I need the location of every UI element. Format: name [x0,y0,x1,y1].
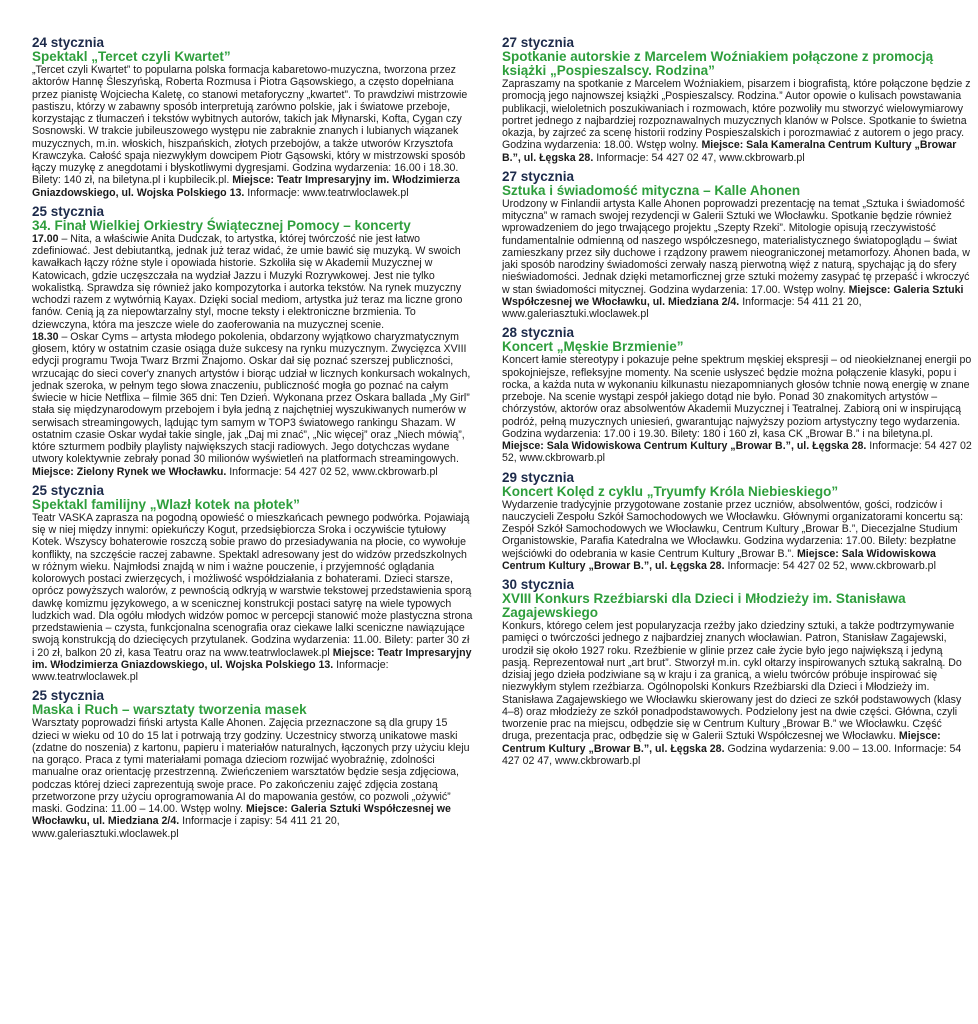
event-venue: Miejsce: Galeria Sztuki Współczesnej we Włocławku, ul. Miedziana 2/4. [32,803,451,828]
event-date: 27 stycznia [502,168,575,184]
event-venue: Miejsce: Centrum Kultury „Browar B.”, ul. Łęgska 28. [502,730,941,755]
event-sztuka-i-swiadomosc [502,170,972,321]
event-description: Teatr VASKA zaprasza na pogodną opowieść o mieszkańcach pewnego podwórka. Pojawiają się w niej między innymi: opiekuńczy Kogut, przedsiębiorcza Sroka i oczywiście tytułowy Kotek. Wszyscy bohaterowie roszczą sobie prawo do przesiadywania na płocie, co wywołuje konflikty, na szczęście raczej zabawne. Spektakl adresowany jest do widzów przedszkolnych w różnym wieku. Najmłodsi znajdą w nim i ważne pouczenie, i przyjemność oglądania kolorowych postaci zwierzęcych, i możliwość współdziałania z bohaterami. Dzieci starsze, oprócz powyższych walorów, z pewnością odkryją w warstwie tekstowej przedstawienia sporą dawkę komizmu językowego, a w scenicznej konstrukcji postaci satyrę na wiele typowych ludzkich wad. Dla ogółu młodych widzów pomoc w percepcji stanowić może plastyczna strona przedstawienia – czysta, funkcjonalna scenografia oraz ciekawe lalki sceniczne nawiązujące swoją konstrukcją do dziecięcych przytulanek. Godzina wydarzenia: 11.00. Bilety: parter 30 zł i 20 zł, balkon 20 zł, kasa Teatru oraz na www.teatrwloclawek.pl [32,511,473,659]
event-maska-i-ruch [32,689,474,840]
event-konkurs-rzezbiarski [502,578,972,767]
event-venue: Miejsce: Galeria Sztuki Współczesnej we Włocławku, ul. Miedziana 2/4. [502,283,964,308]
event-date: 29 stycznia [502,469,575,485]
event-body [32,717,474,840]
event-body [502,78,972,164]
event-body [32,512,474,684]
event-info: Informacje: www.teatrwloclawek.pl [247,186,409,199]
right-column [502,36,972,773]
event-date: 24 stycznia [32,35,105,50]
event-description: Wydarzenie tradycyjnie przygotowane zostanie przez uczniów, absolwentów, gości, rodziców i nauczycieli Zespołu Szkół Samochodowych we Włocławku. Głównymi organizatorami koncertu są: Zespół Szkół Samochodowych we Włocławku, Centrum Kultury „Browar B.”, Diecezjalne Studium Organistowskie, Parafia Katedralna we Włocławku. Godzina wydarzenia: 17.00. Bilety: bezpłatne wejściówki do odebrania w kasie Centrum Kultury „Browar B.”. [502,498,964,560]
event-body [32,64,474,199]
event-info: Informacje: 54 427 02 52, www.ckbrowarb.pl [502,440,972,465]
event-date: 27 stycznia [502,35,575,50]
event-wlazl-kotek [32,484,474,684]
event-title: Spotkanie autorskie z Marcelem Woźniakiem połączone z promocją książki „Pospieszalscy. Rodzina” [502,49,934,78]
event-body [502,198,972,321]
event-info: Informacje: 54 427 02 47, www.ckbrowarb.pl [596,151,805,164]
event-info: Informacje: 54 427 02 52, www.ckbrowarb.pl [727,559,936,572]
concert-paragraph [32,233,474,331]
event-venue: Miejsce: Zielony Rynek we Włocławku. [32,465,227,478]
event-body [502,354,972,464]
concert-paragraph [32,331,474,466]
event-date: 25 stycznia [32,203,105,219]
concert-description: – Oskar Cyms – artysta młodego pokolenia, obdarzony wyjątkowo charyzmatycznym głosem, który w ostatnim czasie osiąga duże sukcesy na rynku muzycznym. Zwycięzca XVIII edycji programu Twoja Twarz Brzmi Znajomo. Oskar dał się poznać szerszej publiczności, wrzucając do sieci cover'y znanych artystów i biorąc udział w licznych konkursach wokalnych, jednak szeroka, w pełnym tego słowa znaczeniu, publiczność mogła go poznać na całym świecie w hicie Netflixa – filmie 365 dni: Ten Dzień. Wykonana przez Oskara ballada „My Girl” stała się międzynarodowym przebojem i była jedną z najchętniej wyszukiwanych numerów w serwisach streamingowych, lądując tym samym w TOP3 światowego rankingu Shazam. W ostatnim czasie Oskar wydał takie single, jak „Daj mi znać”, „Nic więcej” oraz „Niech mówią”, które szturmem podbiły playlisty największych stacji radiowych. Jego dotychczas wydane utwory kolektywnie zebrały ponad 30 milionów wyświetleń na platformach streamingowych. [32,330,471,466]
event-title: XVIII Konkurs Rzeźbiarski dla Dzieci i Młodzieży im. Stanisława Zagajewskiego [502,591,906,620]
event-meskie-brzmienie [502,326,972,464]
event-description: Warsztaty poprowadzi fiński artysta Kalle Ahonen. Zajęcia przeznaczone są dla grupy 15 dzieci w wieku od 10 do 15 lat i potrwają trzy godziny. Uczestnicy stworzą unikatowe maski (zdatne do noszenia) z kartonu, papieru i materiałów naturalnych, łączonych przy użyciu kleju na gorąco. Praca z tymi materiałami pomaga dzieciom rozwijać wyobraźnię, zdolności manualne oraz orientację przestrzenną. Zwieńczeniem warsztatów będzie sesja zdjęciowa, podczas której dzieci zaprezentują swoje prace. Po zakończeniu zajęć zdjęcia zostaną przetworzone przy użyciu oprogramowania AI do mapowania gestów, co pozwoli „ożywić” maski. Godzina: 11.00 – 14.00. Wstęp wolny. [32,717,470,815]
event-body [502,620,972,767]
event-description: Konkurs, którego celem jest popularyzacja rzeźby jako dziedziny sztuki, a także podtrzymywanie pamięci o twórczości jednego z najbardziej znanych włocławian. Patron, Stanisław Zagajewski, urodził się około 1927 roku. Rzeźbienie w glinie przez całe życie było jego największą i jedyną pasją. Reprezentował nurt „art brut”. Stworzył m.in. cykl ołtarzy inspirowanych sztuką sakralną. Do dzisiaj jego dzieła podziwiane są w kraju i za granicą, a wielu twórców próbuje inspirować się niezwykłym stylem rzeźbiarza. Ogólnopolski Konkurs Rzeźbiarski dla Dzieci i Młodzieży im. Stanisława Zagajewskiego we Włocławku skierowany jest do dzieci ze szkół podstawowych (klasy 4–8) oraz młodzieży ze szkół ponadpodstawowych. Podzielony jest na dwie części. Główna, czyli tworzenie prac na miejscu, odbędzie się w Centrum Kultury „Browar B.” we Włocławku. Część druga, prezentacja prac, odbędzie się w Galerii Sztuki Współczesnej we Włocławku. [502,620,962,743]
event-koncert-koled [502,471,972,573]
event-date: 25 stycznia [32,482,105,498]
concert-time: 18.30 [32,330,59,343]
left-column [32,36,474,846]
event-info: Informacje: 54 411 21 20, www.galeriasztuki.wloclawek.pl [502,295,862,320]
event-body [32,233,474,478]
event-title: Koncert Kolęd z cyklu „Tryumfy Króla Niebieskiego” [502,483,839,499]
event-description: Koncert łamie stereotypy i pokazuje pełne spektrum męskiej ekspresji – od nieokiełznanej energii po spokojniejsze, refleksyjne momenty. Na scenie usłyszeć będzie można połączenie klasyki, popu i rocka, a każda nuta w wykonaniu kilkunastu niezapomnianych głosów tchnie nową energię w znane przeboje. Na scenie wystąpi zespół jakiego dotąd nie było. Ponad 30 znakomitych artystów – chórzystów, aktorów oraz absolwentów Akademii Muzycznej i Teatralnej. Zabiorą oni w inspirującą podróż, pełną muzycznych uniesień, gwarantując najwyższy poziom artystyczny tego wydarzenia. Godzina wydarzenia: 17.00 i 19.30. Bilety: 180 i 160 zł, kasa CK „Browar B.” i na biletyna.pl. [502,354,972,440]
event-date: 25 stycznia [32,688,105,704]
event-venue: Miejsce: Teatr Impresaryjny im. Włodzimierza Gniazdowskiego, ul. Wojska Polskiego 13. [32,174,460,199]
event-body [502,499,972,573]
event-title: Spektakl „Tercet czyli Kwartet” [32,49,231,64]
concert-description: – Nita, a właściwie Anita Dudczak, to artystka, której twórczość nie jest łatwo zdefiniować. Jest debiutantką, jednak już teraz widać, że umie bawić się muzyką. W swoich kawałkach łączy różne style i opowiada historie. Szkoliła się w Akademii Muzycznej w Katowicach, gdzie uczęszczała na wydział Jazzu i Muzyki Rozrywkowej. Jest nie tylko wokalistką. Sprawdza się również jako kompozytorka i autorka tekstów. Na rynek muzyczny wchodzi razem z wytwórnią Kayax. Dzięki social mediom, artystka już teraz ma liczne grono fanów. Cenią ją za niepowtarzalny styl, mocne teksty i elektroniczne brzmienia. To dziewczyna, która ma jeszcze wiele do zaoferowania na muzycznej scenie. [32,232,463,331]
event-wosp-koncerty [32,205,474,478]
event-title: Maska i Ruch – warsztaty tworzenia masek [32,702,307,718]
event-tercet-czyli-kwartet [32,36,474,199]
event-hours: Godzina wydarzenia: 9.00 – 13.00. [727,742,892,755]
event-date: 28 stycznia [502,325,575,341]
event-venue: Miejsce: Teatr Impresaryjny im. Włodzimierza Gniazdowskiego, ul. Wojska Polskiego 13. [32,646,472,671]
event-title: Koncert „Męskie Brzmienie” [502,339,684,355]
event-description: Urodzony w Finlandii artysta Kalle Ahonen poprowadzi prezentację na temat „Sztuka i świadomość mityczna” w ramach swojej rezydencji w Galerii Sztuki we Włocławku. Spotkanie będzie również wprowadzeniem do jego trwającego projektu „Szepty Rzeki”. Mitologie opisują rzeczywistość fundamentalnie odmienną od naszego współczesnego, materialistycznego światopoglądu – świat zamieszkany przez siły duchowe i rządzony prawem nieograniczonej metamorfozy. Ahonen bada, w jaki sposób narodziny świadomości zerwały naszą pierwotną więź z naturą, spychając ją do sfery nieświadomości. Jednak dzięki metamorficznej grze sztuki możemy zasypać tę przepaść i wkroczyć w stan świadomości mitycznej. Godzina wydarzenia: 17.00. Wstęp wolny. [502,197,970,296]
event-venue: Miejsce: Sala Widowiskowa Centrum Kultury „Browar B.”, ul. Łęgska 28. [502,440,867,452]
event-title: 34. Finał Wielkiej Orkiestry Świątecznej Pomocy – koncerty [32,217,411,233]
event-spotkanie-wozniak [502,36,972,164]
event-date: 30 stycznia [502,577,575,592]
event-title: Spektakl familijny „Wlazł kotek na płotek” [32,496,300,512]
concert-time: 17.00 [32,232,59,245]
event-info: Informacje: 54 427 02 47, www.ckbrowarb.pl [502,742,962,767]
event-description: Zapraszamy na spotkanie z Marcelem Woźniakiem, pisarzem i biografistą, które połączone będzie z promocją jego najnowszej książki „Pospieszalscy. Rodzina.” Autor opowie o kulisach powstawania publikacji, wieloletnich poszukiwaniach i rozmowach, które pozwoliły mu stworzyć wielowymiarowy portret jednego z najbardziej rozpoznawalnych muzycznych klanów w Polsce. Spotkanie to świetna okazja, by zajrzeć za scenę historii rodziny Pospieszalskich i porozmawiać z autorem o jego pracy. Godzina wydarzenia: 18.00. Wstęp wolny. [502,78,971,152]
event-venue: Miejsce: Sala Widowiskowa Centrum Kultury „Browar B.”, ul. Łęgska 28. [502,547,936,572]
event-title: Sztuka i świadomość mityczna – Kalle Ahonen [502,182,801,198]
event-info: Informacje: 54 427 02 52, www.ckbrowarb.pl [229,465,438,478]
event-venue: Miejsce: Sala Kameralna Centrum Kultury „Browar B.”, ul. Łęgska 28. [502,139,957,164]
event-description: „Tercet czyli Kwartet” to popularna polska formacja kabaretowo-muzyczna, tworzona przez aktorów Hannę Śleszyńską, Roberta Rozmusa i Piotra Gąsowskiego, a często dopełniana przez pianistę Wojciecha Kaletę, co stanowi metaforyczny „kwartet”. To prawdziwi mistrzowie pastiszu, którzy w zabawny sposób interpretują zarówno polskie, jak i światowe przeboje, korzystając z tłumaczeń i tekstów wybitnych autorów, takich jak Młynarski, Kofta, Cygan czy Sosnowski. W trakcie jubileuszowego występu nie zabraknie znanych i lubianych wiązanek muzycznych, m.in. włoskich, hiszpańskich, złotych przebojów, a także utworów Krzysztofa Krawczyka. Całość spaja niezwykłym dowcipem Piotr Gąsowski, który w mistrzowski sposób łączy muzykę z anegdotami i błyskotliwymi dygresjami. Godzina wydarzenia: 16.00 i 18.30. Bilety: 140 zł, na biletyna.pl i kupbilecik.pl. [32,64,468,187]
event-info: Informacje: www.teatrwloclawek.pl [32,658,389,683]
event-info: Informacje i zapisy: 54 411 21 20, www.galeriasztuki.wloclawek.pl [32,815,340,840]
